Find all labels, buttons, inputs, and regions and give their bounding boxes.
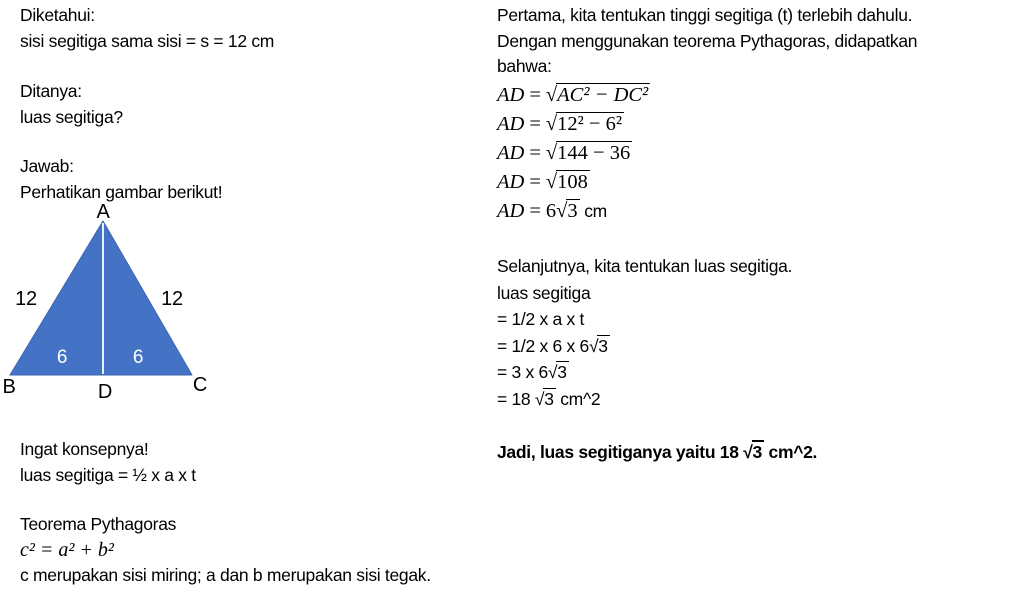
radical-sign: √ [545,142,558,164]
radical-sign: √ [545,113,558,135]
area-step-3: = 3 x 6√3 [497,362,567,383]
asked-heading: Ditanya: [20,81,82,101]
derivation-line: AD = √144 − 36 [497,142,631,164]
concept-heading: Ingat konsepnya! [20,439,149,459]
area-calculation [497,253,792,413]
vertex-label-a: A [96,201,110,223]
area-step-4: = 18 √3 cm^2 [497,388,601,409]
conclusion-text-suffix: cm^2. [763,442,818,462]
triangle-figure [2,202,217,407]
derivation-line: AD = 6√3 cm [497,200,607,222]
pythagoras-explanation: c merupakan sisi miring; a dan b merupakan sisi tegak. [20,565,431,585]
area-step-2: = 1/2 x 6 x 6√3 [497,335,608,356]
radical-sign: √ [534,388,545,409]
given-section [20,3,274,54]
conclusion: Jadi, luas segitiganya yaitu 18 √3 cm^2. [497,442,818,462]
conclusion-text-pre: Jadi, luas segitiganya yaitu 18 [497,442,744,462]
given-value: sisi segitiga sama sisi = s = 12 cm [20,30,275,51]
pythagoras-heading: Teorema Pythagoras [20,514,177,534]
given-heading: Diketahui: [20,5,95,25]
area-step-1: = 1/2 x a x t [497,309,585,330]
radical-sign: √ [545,84,558,106]
left-side-length-label: 12 [15,288,37,310]
asked-value: luas segitiga? [20,106,123,127]
asked-section [20,79,123,130]
derivation-line: AD = √108 [497,171,588,193]
answer-heading: Jawab: [20,156,74,176]
answer-section [20,154,222,205]
answer-intro: Perhatikan gambar berikut! [20,181,223,202]
area-heading: Selanjutnya, kita tentukan luas segitiga. [497,256,793,276]
intro-line-3: bahwa: [497,56,552,76]
radical-sign: √ [556,200,568,222]
left-half-base-label: 6 [56,347,68,368]
radical-sign: √ [545,171,558,193]
right-side-length-label: 12 [161,288,183,310]
concept-formula: luas segitiga = ½ x a x t [20,464,196,485]
triangle-svg [2,202,217,407]
derivation-line: AD = √12² − 6² [497,113,623,135]
foot-label-d: D [97,381,113,403]
area-label: luas segitiga [497,282,591,303]
vertex-label-b: B [2,376,16,398]
radical-sign: √ [547,362,558,383]
derivation-line: AD = √AC² − DC² [497,84,649,106]
vertex-label-c: C [192,374,208,396]
radical-sign: √ [743,442,753,462]
intro-line-2: Dengan menggunakan teorema Pythagoras, didapatkan [497,30,918,51]
radical-sign: √ [588,335,599,356]
intro-section [497,3,917,80]
pythagoras-note [20,512,431,589]
concept-note [20,437,196,488]
right-half-base-label: 6 [132,347,144,368]
intro-line-1: Pertama, kita tentukan tinggi segitiga (t) terlebih dahulu. [497,5,913,25]
pythagoras-formula: c² = a² + b² [20,538,114,561]
height-derivation [497,81,650,226]
